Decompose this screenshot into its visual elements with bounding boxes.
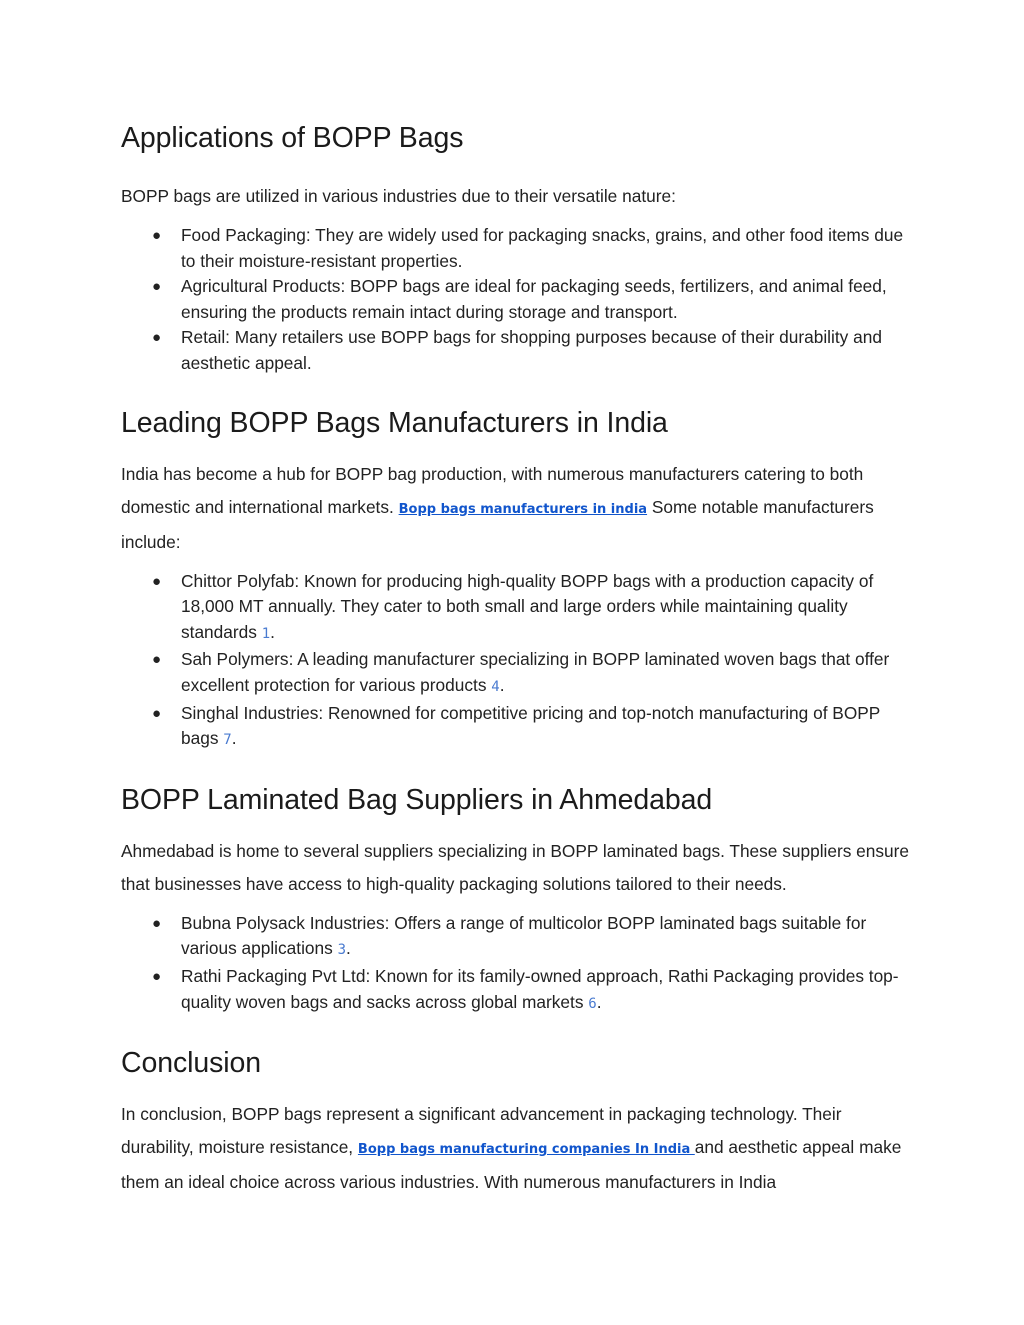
bullet-icon: ● — [152, 329, 162, 347]
document-page — [121, 118, 911, 1199]
bullet-icon: ● — [152, 704, 162, 722]
list-item-text: Agricultural Products: BOPP bags are ideal for packaging seeds, fertilizers, and animal feed, ensuring the products remain intact during storage and transport. — [181, 276, 887, 322]
list-item — [121, 569, 911, 648]
citation-ref[interactable]: 3 — [337, 942, 347, 959]
bullet-icon: ● — [152, 227, 162, 244]
period: . — [499, 674, 505, 695]
section-intro — [121, 458, 911, 559]
citation-ref[interactable]: 4 — [491, 678, 500, 695]
intro-text: India has become a hub for BOPP bag production, with numerous manufacturers catering to both domestic and international markets. — [121, 463, 864, 517]
period: . — [270, 621, 275, 642]
list-item — [121, 325, 911, 376]
list-item — [121, 911, 911, 964]
list-item-text: Rathi Packaging Pvt Ltd: Known for its family-owned approach, Rathi Packaging provides top-quality woven bags and sacks across global markets — [181, 965, 899, 1012]
list-item-text: Retail: Many retailers use BOPP bags for shopping purposes because of their durability and aesthetic appeal. — [181, 327, 882, 373]
section-heading-ahmedabad: BOPP Laminated Bag Suppliers in Ahmedabad — [121, 783, 713, 816]
bullet-icon: ● — [152, 967, 162, 985]
bullet-icon: ● — [152, 572, 162, 590]
period: . — [346, 938, 351, 959]
section-intro: Ahmedabad is home to several suppliers specializing in BOPP laminated bags. These suppliers ensure that businesses have access to high-quality packaging solutions tailored to their needs. — [121, 840, 910, 894]
period: . — [596, 991, 602, 1012]
bullet-list — [121, 223, 911, 377]
bullet-list — [121, 569, 911, 754]
list-item — [121, 701, 911, 754]
intro-text: Some notable manufacturers include: — [121, 496, 874, 552]
manufacturing-companies-link[interactable]: Bopp bags manufacturing companies In India — [357, 1142, 695, 1158]
bullet-icon: ● — [152, 914, 162, 932]
list-item — [121, 223, 911, 274]
citation-ref[interactable]: 7 — [223, 732, 232, 749]
bullet-icon: ● — [152, 651, 162, 669]
intro-text: and aesthetic appeal make them an ideal choice across various industries. With numerous manufacturers in India — [121, 1137, 902, 1193]
section-intro — [121, 1098, 911, 1199]
list-item-text: Singhal Industries: Renowned for competitive pricing and top-notch manufacturing of BOPP bags — [181, 702, 881, 749]
list-item-text: Bubna Polysack Industries: Offers a range of multicolor BOPP laminated bags suitable for various applications — [181, 912, 867, 959]
period: . — [231, 728, 237, 749]
section-intro: BOPP bags are utilized in various industries due to their versatile nature: — [121, 186, 676, 206]
citation-ref[interactable]: 1 — [261, 625, 271, 642]
section-heading-manufacturers: Leading BOPP Bags Manufacturers in India — [121, 406, 668, 439]
list-item — [121, 274, 911, 325]
intro-text: In conclusion, BOPP bags represent a significant advancement in packaging technology. Their durability, moisture resistance, — [121, 1104, 842, 1158]
section-heading-applications: Applications of BOPP Bags — [121, 122, 464, 154]
list-item — [121, 647, 911, 700]
citation-ref[interactable]: 6 — [588, 995, 597, 1012]
section-heading-conclusion: Conclusion — [121, 1047, 261, 1080]
list-item-text: Chittor Polyfab: Known for producing high-quality BOPP bags with a production capacity of 18,000 MT annually. They cater to both small and large orders while maintaining quality standards — [181, 570, 874, 642]
bullet-icon: ● — [152, 278, 162, 296]
list-item — [121, 964, 911, 1017]
manufacturers-link[interactable]: Bopp bags manufacturers in india — [398, 501, 648, 517]
list-item-text: Food Packaging: They are widely used for packaging snacks, grains, and other food items due to their moisture-resistant properties. — [181, 225, 904, 271]
list-item-text: Sah Polymers: A leading manufacturer specializing in BOPP laminated woven bags that offer excellent protection for various products — [181, 649, 890, 695]
bullet-list — [121, 911, 911, 1017]
